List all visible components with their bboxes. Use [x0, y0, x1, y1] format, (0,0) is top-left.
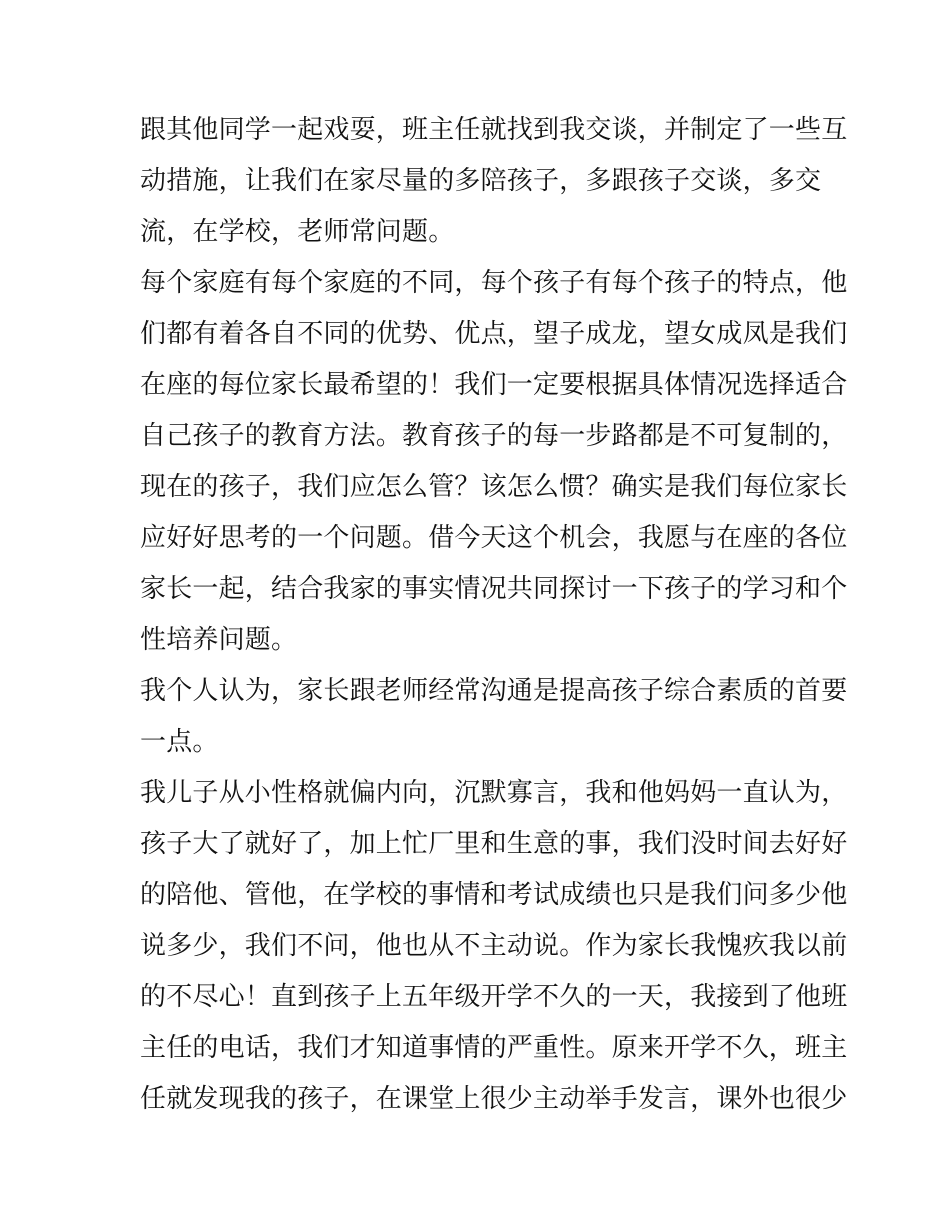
text-line: 的陪他、管他，在学校的事情和考试成绩也只是我们问多少他	[140, 880, 848, 910]
text-line: 我儿子从小性格就偏内向，沉默寡言，我和他妈妈一直认为，	[140, 778, 848, 808]
text-line: 一点。	[140, 727, 219, 757]
text-line: 应好好思考的一个问题。借今天这个机会，我愿与在座的各位	[140, 523, 848, 553]
text-line: 我个人认为，家长跟老师经常沟通是提高孩子综合素质的首要	[140, 676, 848, 706]
text-line: 的不尽心！直到孩子上五年级开学不久的一天，我接到了他班	[140, 982, 848, 1012]
text-line: 跟其他同学一起戏耍，班主任就找到我交谈，并制定了一些互	[140, 115, 848, 145]
text-line: 们都有着各自不同的优势、优点，望子成龙，望女成凤是我们	[140, 319, 848, 349]
text-line: 每个家庭有每个家庭的不同，每个孩子有每个孩子的特点，他	[140, 268, 848, 298]
text-line: 自己孩子的教育方法。教育孩子的每一步路都是不可复制的，	[140, 421, 848, 451]
text-line: 现在的孩子，我们应怎么管？该怎么惯？确实是我们每位家长	[140, 472, 848, 502]
text-line: 在座的每位家长最希望的！我们一定要根据具体情况选择适合	[140, 370, 848, 400]
text-line: 性培养问题。	[140, 625, 298, 655]
document-body	[140, 105, 848, 1125]
text-line: 孩子大了就好了，加上忙厂里和生意的事，我们没时间去好好	[140, 829, 848, 859]
text-line: 流，在学校，老师常问题。	[140, 217, 455, 247]
text-line: 主任的电话，我们才知道事情的严重性。原来开学不久，班主	[140, 1033, 848, 1063]
text-line: 说多少，我们不问，他也从不主动说。作为家长我愧疚我以前	[140, 931, 848, 961]
text-line: 动措施，让我们在家尽量的多陪孩子，多跟孩子交谈，多交	[140, 166, 822, 196]
text-line: 家长一起，结合我家的事实情况共同探讨一下孩子的学习和个	[140, 574, 848, 604]
text-line: 任就发现我的孩子，在课堂上很少主动举手发言，课外也很少	[140, 1084, 848, 1114]
